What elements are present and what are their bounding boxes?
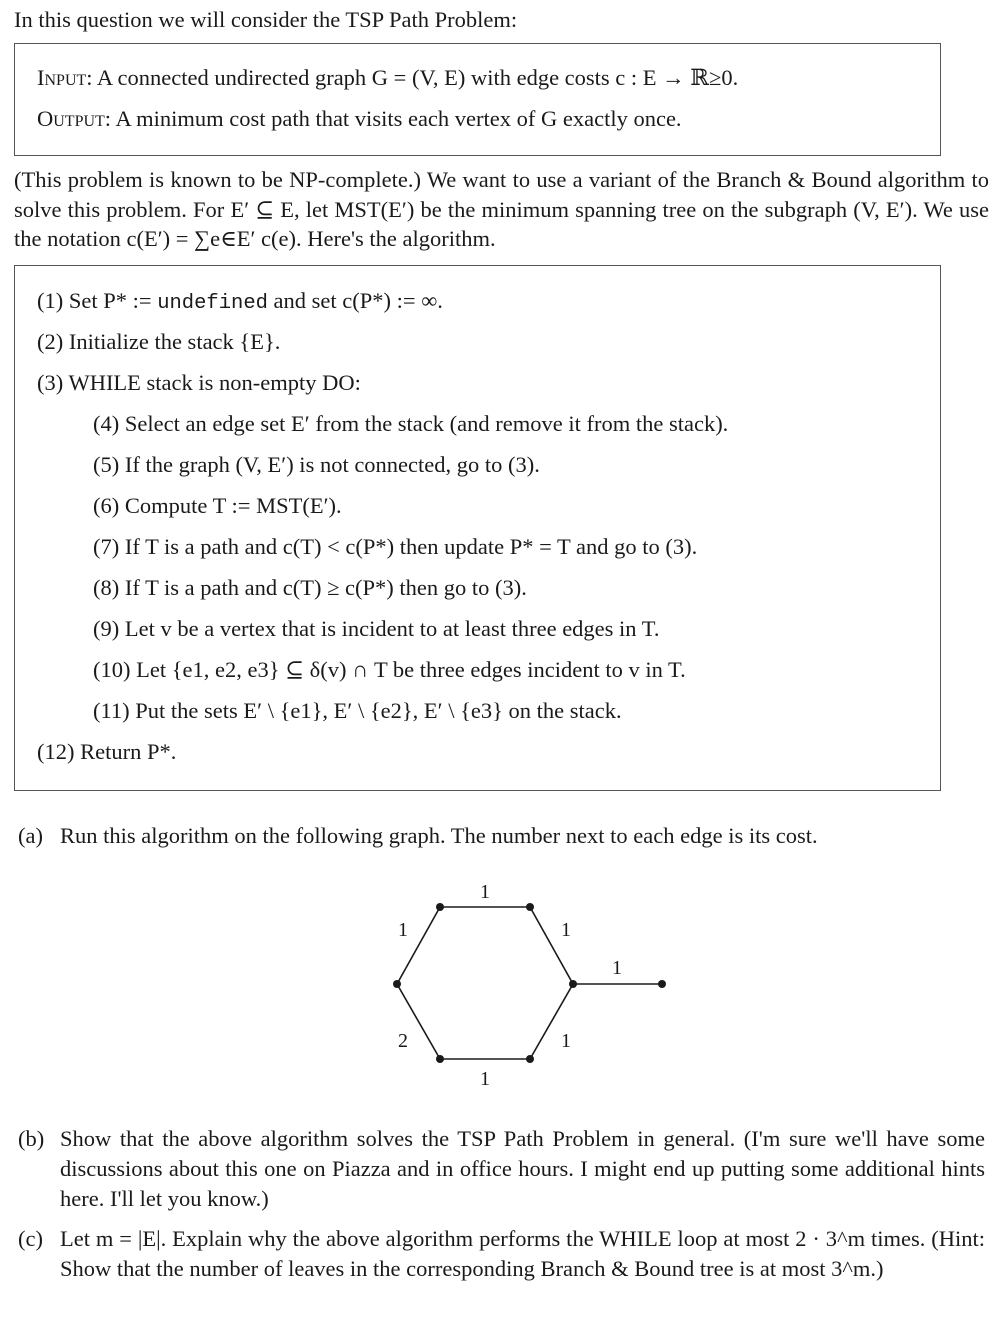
cost-label-tail: 1 [612, 957, 622, 979]
algorithm-step-6: (6) Compute T := MST(E′). [93, 493, 342, 518]
algorithm-step-10: (10) Let {e1, e2, e3} ⊆ δ(v) ∩ T be three edges incident to v in T. [93, 657, 686, 682]
description-paragraph: (This problem is known to be NP-complete.) We want to use a variant of the Branch & Bound algorithm to solve this problem. For E′ ⊆ E, let MST(E′) be the minimum spanning tree on the subgraph (V, E′). We use the notation c(E′) = ∑e∈E′ c(e). Here's the algorithm. [14, 167, 989, 251]
question-b-label: (b) [18, 1126, 45, 1151]
algorithm-step-7: (7) If T is a path and c(T) < c(P*) then update P* = T and go to (3). [93, 534, 698, 559]
question-b-text: Show that the above algorithm solves the TSP Path Problem in general. (I'm sure we'll have some discussions about this one on Piazza and in office hours. I might end up putting some additional hints here. I'll let you know.) [60, 1126, 985, 1211]
algorithm-box [14, 265, 941, 791]
cost-label-upper-left: 1 [398, 919, 408, 941]
output-line [37, 105, 682, 133]
algorithm-step-8: (8) If T is a path and c(T) ≥ c(P*) then go to (3). [93, 575, 527, 600]
cost-label-lower-left: 2 [398, 1030, 408, 1052]
question-c-label: (c) [18, 1226, 43, 1251]
input-label: Input: [37, 65, 93, 90]
cost-label-upper-right: 1 [561, 919, 571, 941]
graph-figure [0, 870, 1000, 1110]
algorithm-step-5: (5) If the graph (V, E′) is not connected, go to (3). [93, 452, 540, 477]
algorithm-step-4: (4) Select an edge set E′ from the stack (and remove it from the stack). [93, 411, 729, 436]
step-1-text-a: (1) Set P* := [37, 288, 158, 313]
vertex-tail [658, 980, 666, 988]
question-a-label: (a) [18, 823, 43, 848]
cost-label-bottom: 1 [480, 1068, 490, 1090]
algorithm-step-3: (3) WHILE stack is non-empty DO: [37, 370, 361, 395]
vertex-bottom-right [526, 1055, 534, 1063]
algorithm-step-9: (9) Let v be a vertex that is incident to at least three edges in T. [93, 616, 660, 641]
algorithm-step-2: (2) Initialize the stack {E}. [37, 329, 281, 354]
vertex-top-right [526, 903, 534, 911]
intro-text: In this question we will consider the TSP Path Problem: [14, 7, 518, 32]
cost-label-top: 1 [480, 881, 490, 903]
cost-label-lower-right: 1 [561, 1030, 571, 1052]
vertex-left [393, 980, 401, 988]
vertex-right [569, 980, 577, 988]
step-1-text-b: and set c(P*) := ∞. [267, 288, 443, 313]
algorithm-step-11: (11) Put the sets E′ \ {e1}, E′ \ {e2}, E′ \ {e3} on the stack. [93, 698, 622, 723]
algorithm-step-12: (12) Return P*. [37, 739, 177, 764]
output-label: Output: [37, 106, 112, 131]
step-1-code: undefined [157, 292, 268, 315]
question-c-text: Let m = |E|. Explain why the above algorithm performs the WHILE loop at most 2 · 3^m times. (Hint: Show that the number of leaves in the corresponding Branch & Bound tree is at most 3^m.) [60, 1226, 985, 1281]
problem-definition-box [14, 43, 941, 156]
algorithm-step-1 [37, 287, 443, 318]
output-text: A minimum cost path that visits each vertex of G exactly once. [115, 106, 682, 131]
input-line [37, 64, 738, 92]
question-a-text: Run this algorithm on the following graph. The number next to each edge is its cost. [60, 823, 818, 848]
vertex-top-left [436, 903, 444, 911]
vertex-bottom-left [436, 1055, 444, 1063]
input-text: A connected undirected graph G = (V, E) with edge costs c : E → ℝ≥0. [96, 65, 739, 90]
